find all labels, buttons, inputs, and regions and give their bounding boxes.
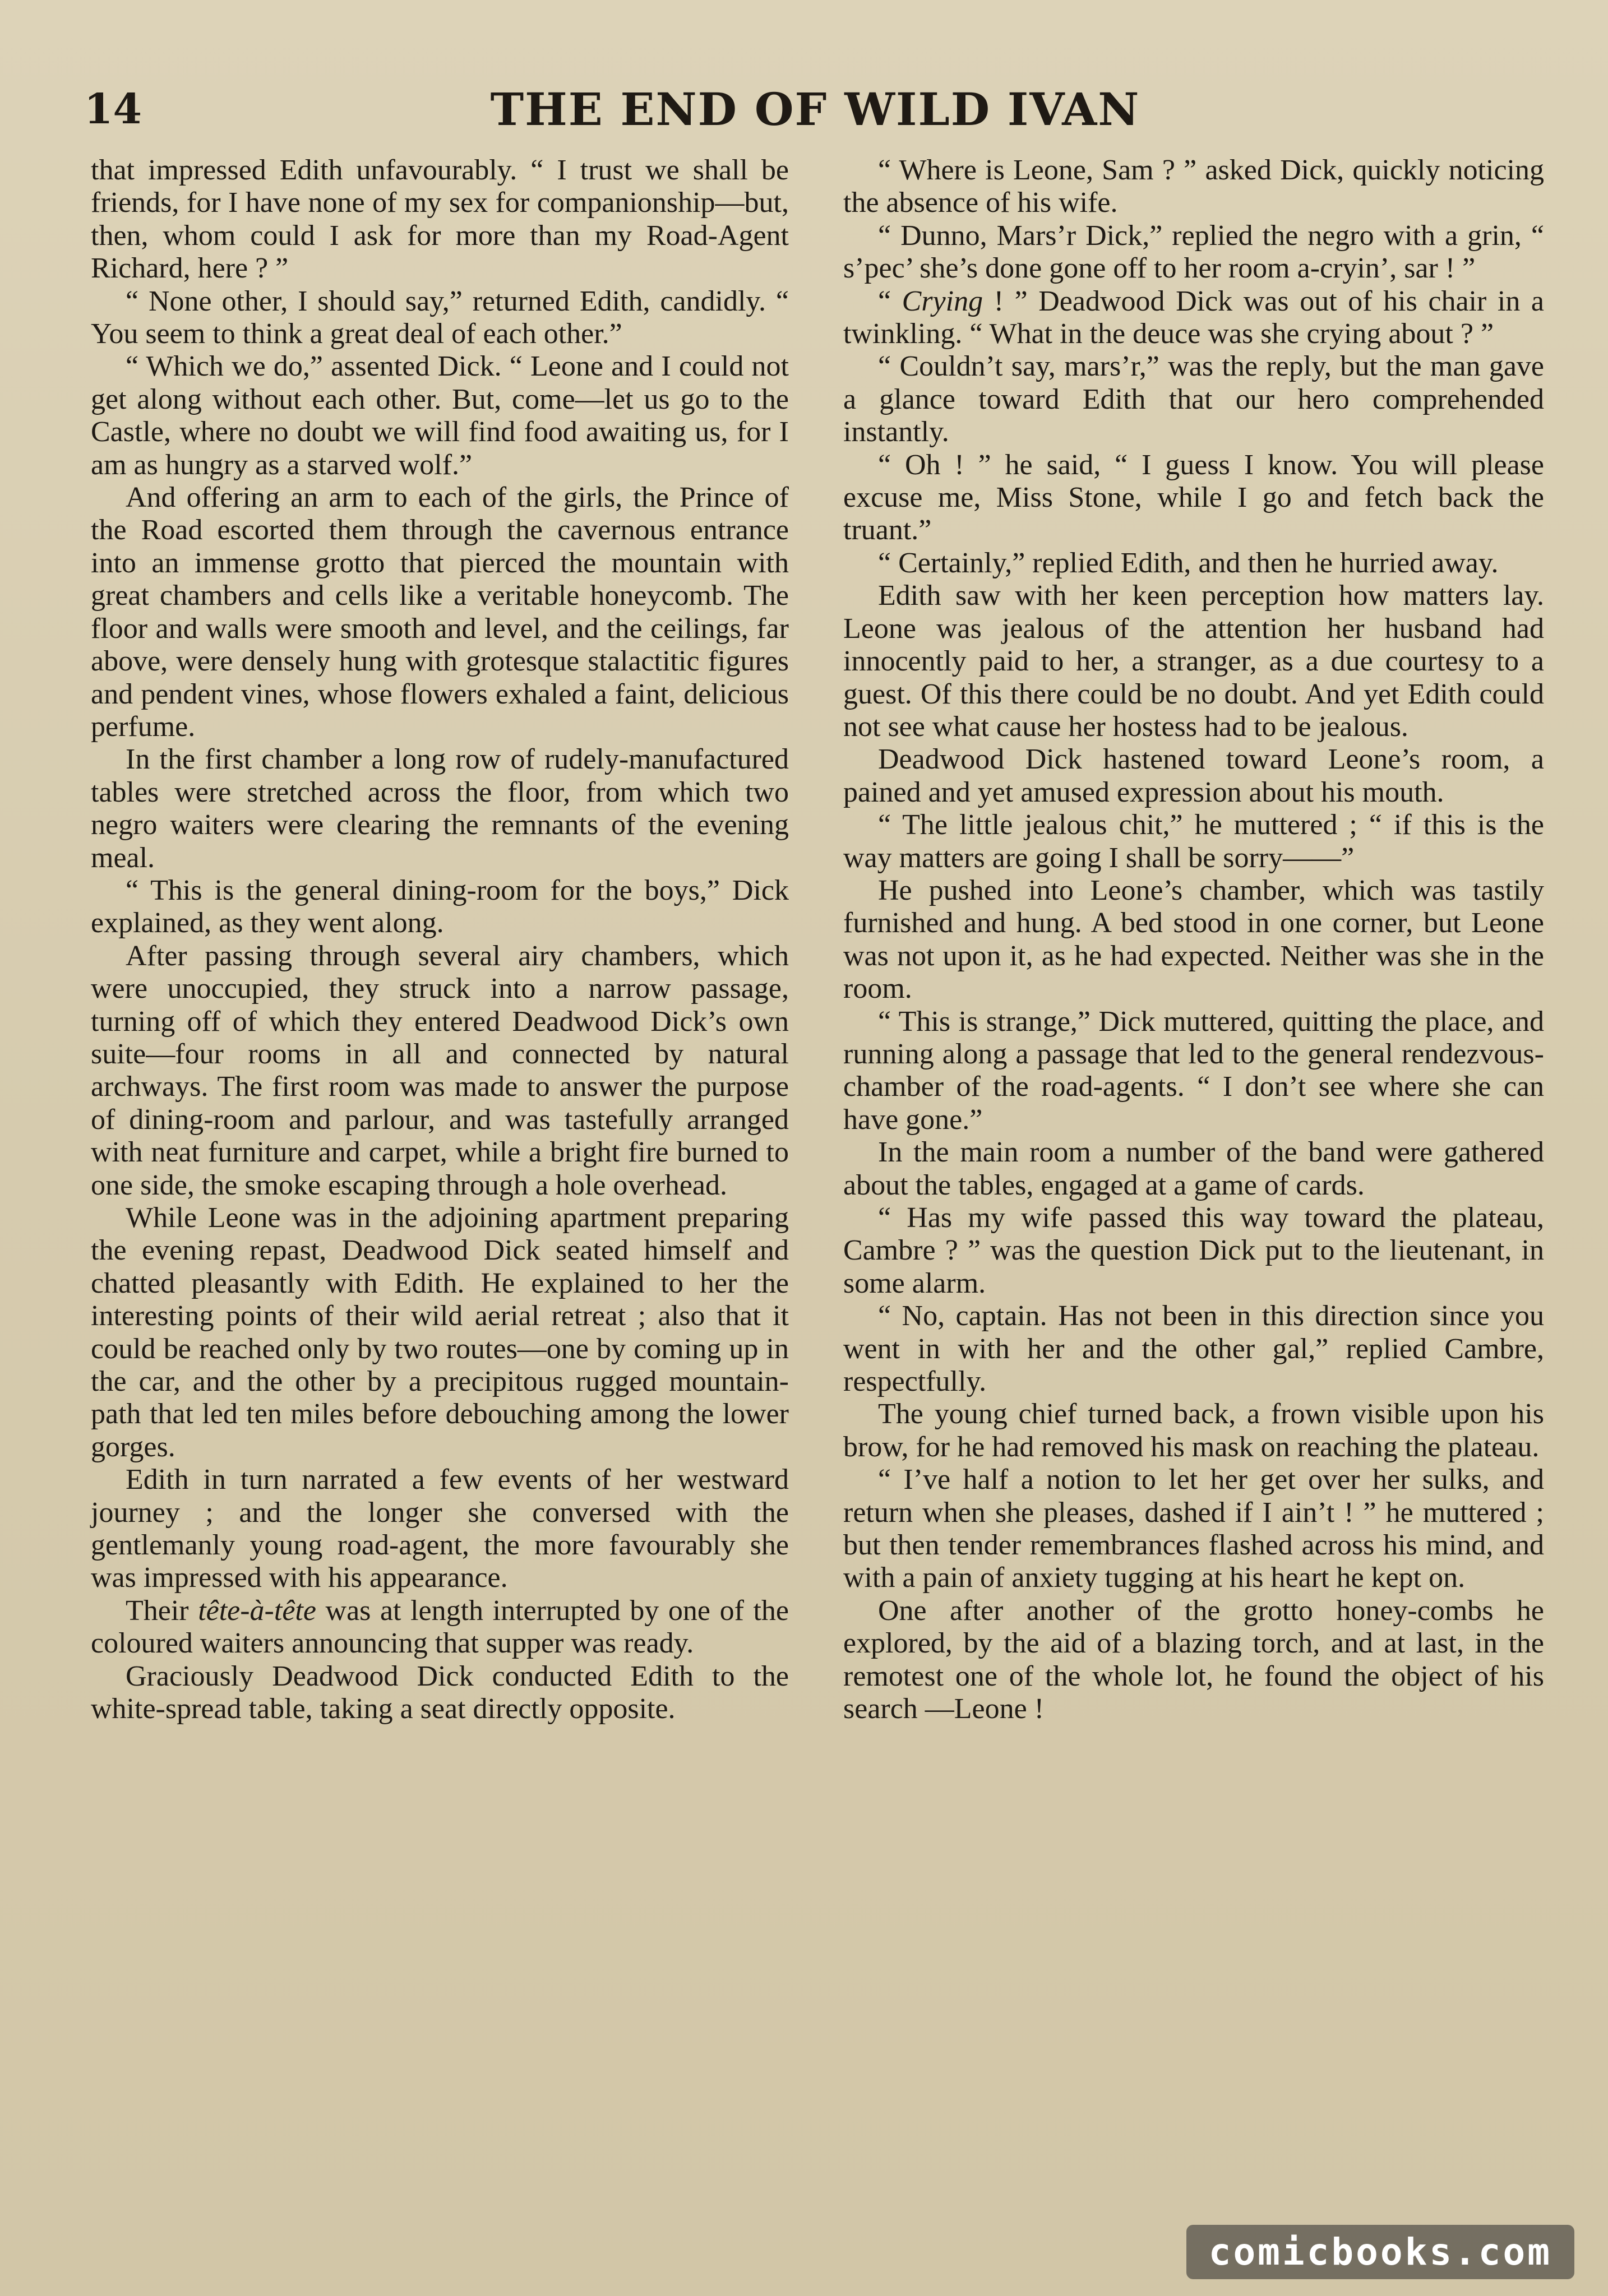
paragraph: One after another of the grotto honey-combs he explored, by the aid of a blazing torch, and at last, in the remotest one of the whole lot, he found the object of his search —Leone ! [843, 1594, 1544, 1725]
text-run: was at length interrupted by one of the coloured waiters announcing that supper was ready. [91, 1594, 789, 1660]
paragraph: While Leone was in the adjoining apartment preparing the evening repast, Deadwood Dick seated himself and chatted pleasantly with Edith. He explained to her the interesting points of their wild aerial retreat ; also that it could be reached only by two routes—one by coming up in the car, and the other by a precipitous rugged mountain-path that led ten miles before debouching among the lower gorges. [91, 1202, 789, 1463]
paragraph: “ Oh ! ” he said, “ I guess I know. You will please excuse me, Miss Stone, while I go and fetch back the truant.” [843, 448, 1544, 547]
paragraph: He pushed into Leone’s chamber, which was tastily furnished and hung. A bed stood in one corner, but Leone was not upon it, as he had expected. Neither was she in the room. [843, 874, 1544, 1005]
paragraph: “ Has my wife passed this way toward the plateau, Cambre ? ” was the question Dick put to the lieutenant, in some alarm. [843, 1202, 1544, 1299]
watermark: comicbooks.com [1186, 2225, 1574, 2279]
text-run: ! ” Deadwood Dick was out of his chair in a twinkling. “ What in the deuce was she crying about ? ” [843, 285, 1544, 350]
page-number: 14 [84, 85, 142, 133]
paragraph: After passing through several airy chambers, which were unoccupied, they struck into a narrow passage, turning off of which they entered Deadwood Dick’s own suite—four rooms in all and connected by natural archways. The first room was made to answer the purpose of dining-room and parlour, and was tastefully arranged with neat furniture and carpet, while a bright fire burned to one side, the smoke escaping through a hole overhead. [91, 939, 789, 1201]
paragraph [91, 1595, 789, 1660]
paragraph: Edith in turn narrated a few events of her westward journey ; and the longer she conversed with the gentlemanly young road-agent, the more favourably she was impressed with his appearance. [91, 1464, 789, 1594]
paragraph: “ Certainly,” replied Edith, and then he hurried away. [878, 547, 1499, 579]
paragraph: Deadwood Dick hastened toward Leone’s room, a pained and yet amused expression about his mouth. [843, 743, 1544, 808]
italic-text: tête-à-tête [198, 1594, 316, 1627]
italic-text: Crying [902, 285, 983, 317]
text-run: “ [878, 285, 902, 317]
paragraph: In the first chamber a long row of rudely-manufactured tables were stretched across the floor, from which two negro waiters were clearing the remnants of the evening meal. [91, 743, 789, 874]
paragraph: that impressed Edith unfavourably. “ I trust we shall be friends, for I have none of my sex for companionship—but, then, whom could I ask for more than my Road-Agent Richard, here ? ” [91, 154, 789, 285]
paragraph: “ None other, I should say,” returned Edith, candidly. “ You seem to think a great deal of each other.” [91, 285, 789, 350]
paragraph: “ This is the general dining-room for the boys,” Dick explained, as they went along. [91, 874, 789, 939]
paragraph: “ The little jealous chit,” he muttered ; “ if this is the way matters are going I shall be sorry——” [843, 809, 1544, 874]
paragraph: The young chief turned back, a frown visible upon his brow, for he had removed his mask on reaching the plateau. [843, 1398, 1544, 1463]
paragraph: In the main room a number of the band were gathered about the tables, engaged at a game of cards. [843, 1136, 1544, 1201]
page-header [84, 78, 1546, 140]
paragraph: “ I’ve half a notion to let her get over her sulks, and return when she pleases, dashed if I ain’t ! ” he muttered ; but then tender remembrances flashed across his mind, and with a pain of anxiety tugging at his heart he kept on. [843, 1464, 1544, 1594]
paragraph [843, 285, 1544, 351]
paragraph: “ Which we do,” assented Dick. “ Leone and I could not get along without each other. But, come—let us go to the Castle, where no doubt we will find food awaiting us, for I am as hungry as a starved wolf.” [91, 350, 789, 481]
text-run: Their [126, 1594, 198, 1627]
running-title: THE END OF WILD IVAN [490, 83, 1140, 136]
paragraph: “ This is strange,” Dick muttered, quitting the place, and running along a passage that led to the general rendezvous-chamber of the road-agents. “ I don’t see where she can have gone.” [843, 1005, 1544, 1136]
paragraph: “ No, captain. Has not been in this direction since you went in with her and the other gal,” replied Cambre, respectfully. [843, 1300, 1544, 1398]
right-column [843, 154, 1544, 1726]
paragraph: “ Couldn’t say, mars’r,” was the reply, but the man gave a glance toward Edith that our hero comprehended instantly. [843, 350, 1544, 448]
paragraph: Edith saw with her keen perception how matters lay. Leone was jealous of the attention her husband had innocently paid to her, a stranger, as a due courtesy to a guest. Of this there could be no doubt. And yet Edith could not see what cause her hostess had to be jealous. [843, 580, 1544, 743]
paragraph: “ Where is Leone, Sam ? ” asked Dick, quickly noticing the absence of his wife. [843, 154, 1544, 219]
paragraph: And offering an arm to each of the girls, the Prince of the Road escorted them through the cavernous entrance into an immense grotto that pierced the mountain with great chambers and cells like a veritable honeycomb. The floor and walls were smooth and level, and the ceilings, far above, were densely hung with grotesque stalactitic figures and pendent vines, whose flowers exhaled a faint, delicious perfume. [91, 482, 789, 743]
left-column [91, 154, 789, 1726]
paragraph: Graciously Deadwood Dick conducted Edith to the white-spread table, taking a seat directly opposite. [91, 1660, 789, 1725]
paragraph: “ Dunno, Mars’r Dick,” replied the negro with a grin, “ s’pec’ she’s done gone off to her room a-cryin’, sar ! ” [843, 219, 1544, 285]
